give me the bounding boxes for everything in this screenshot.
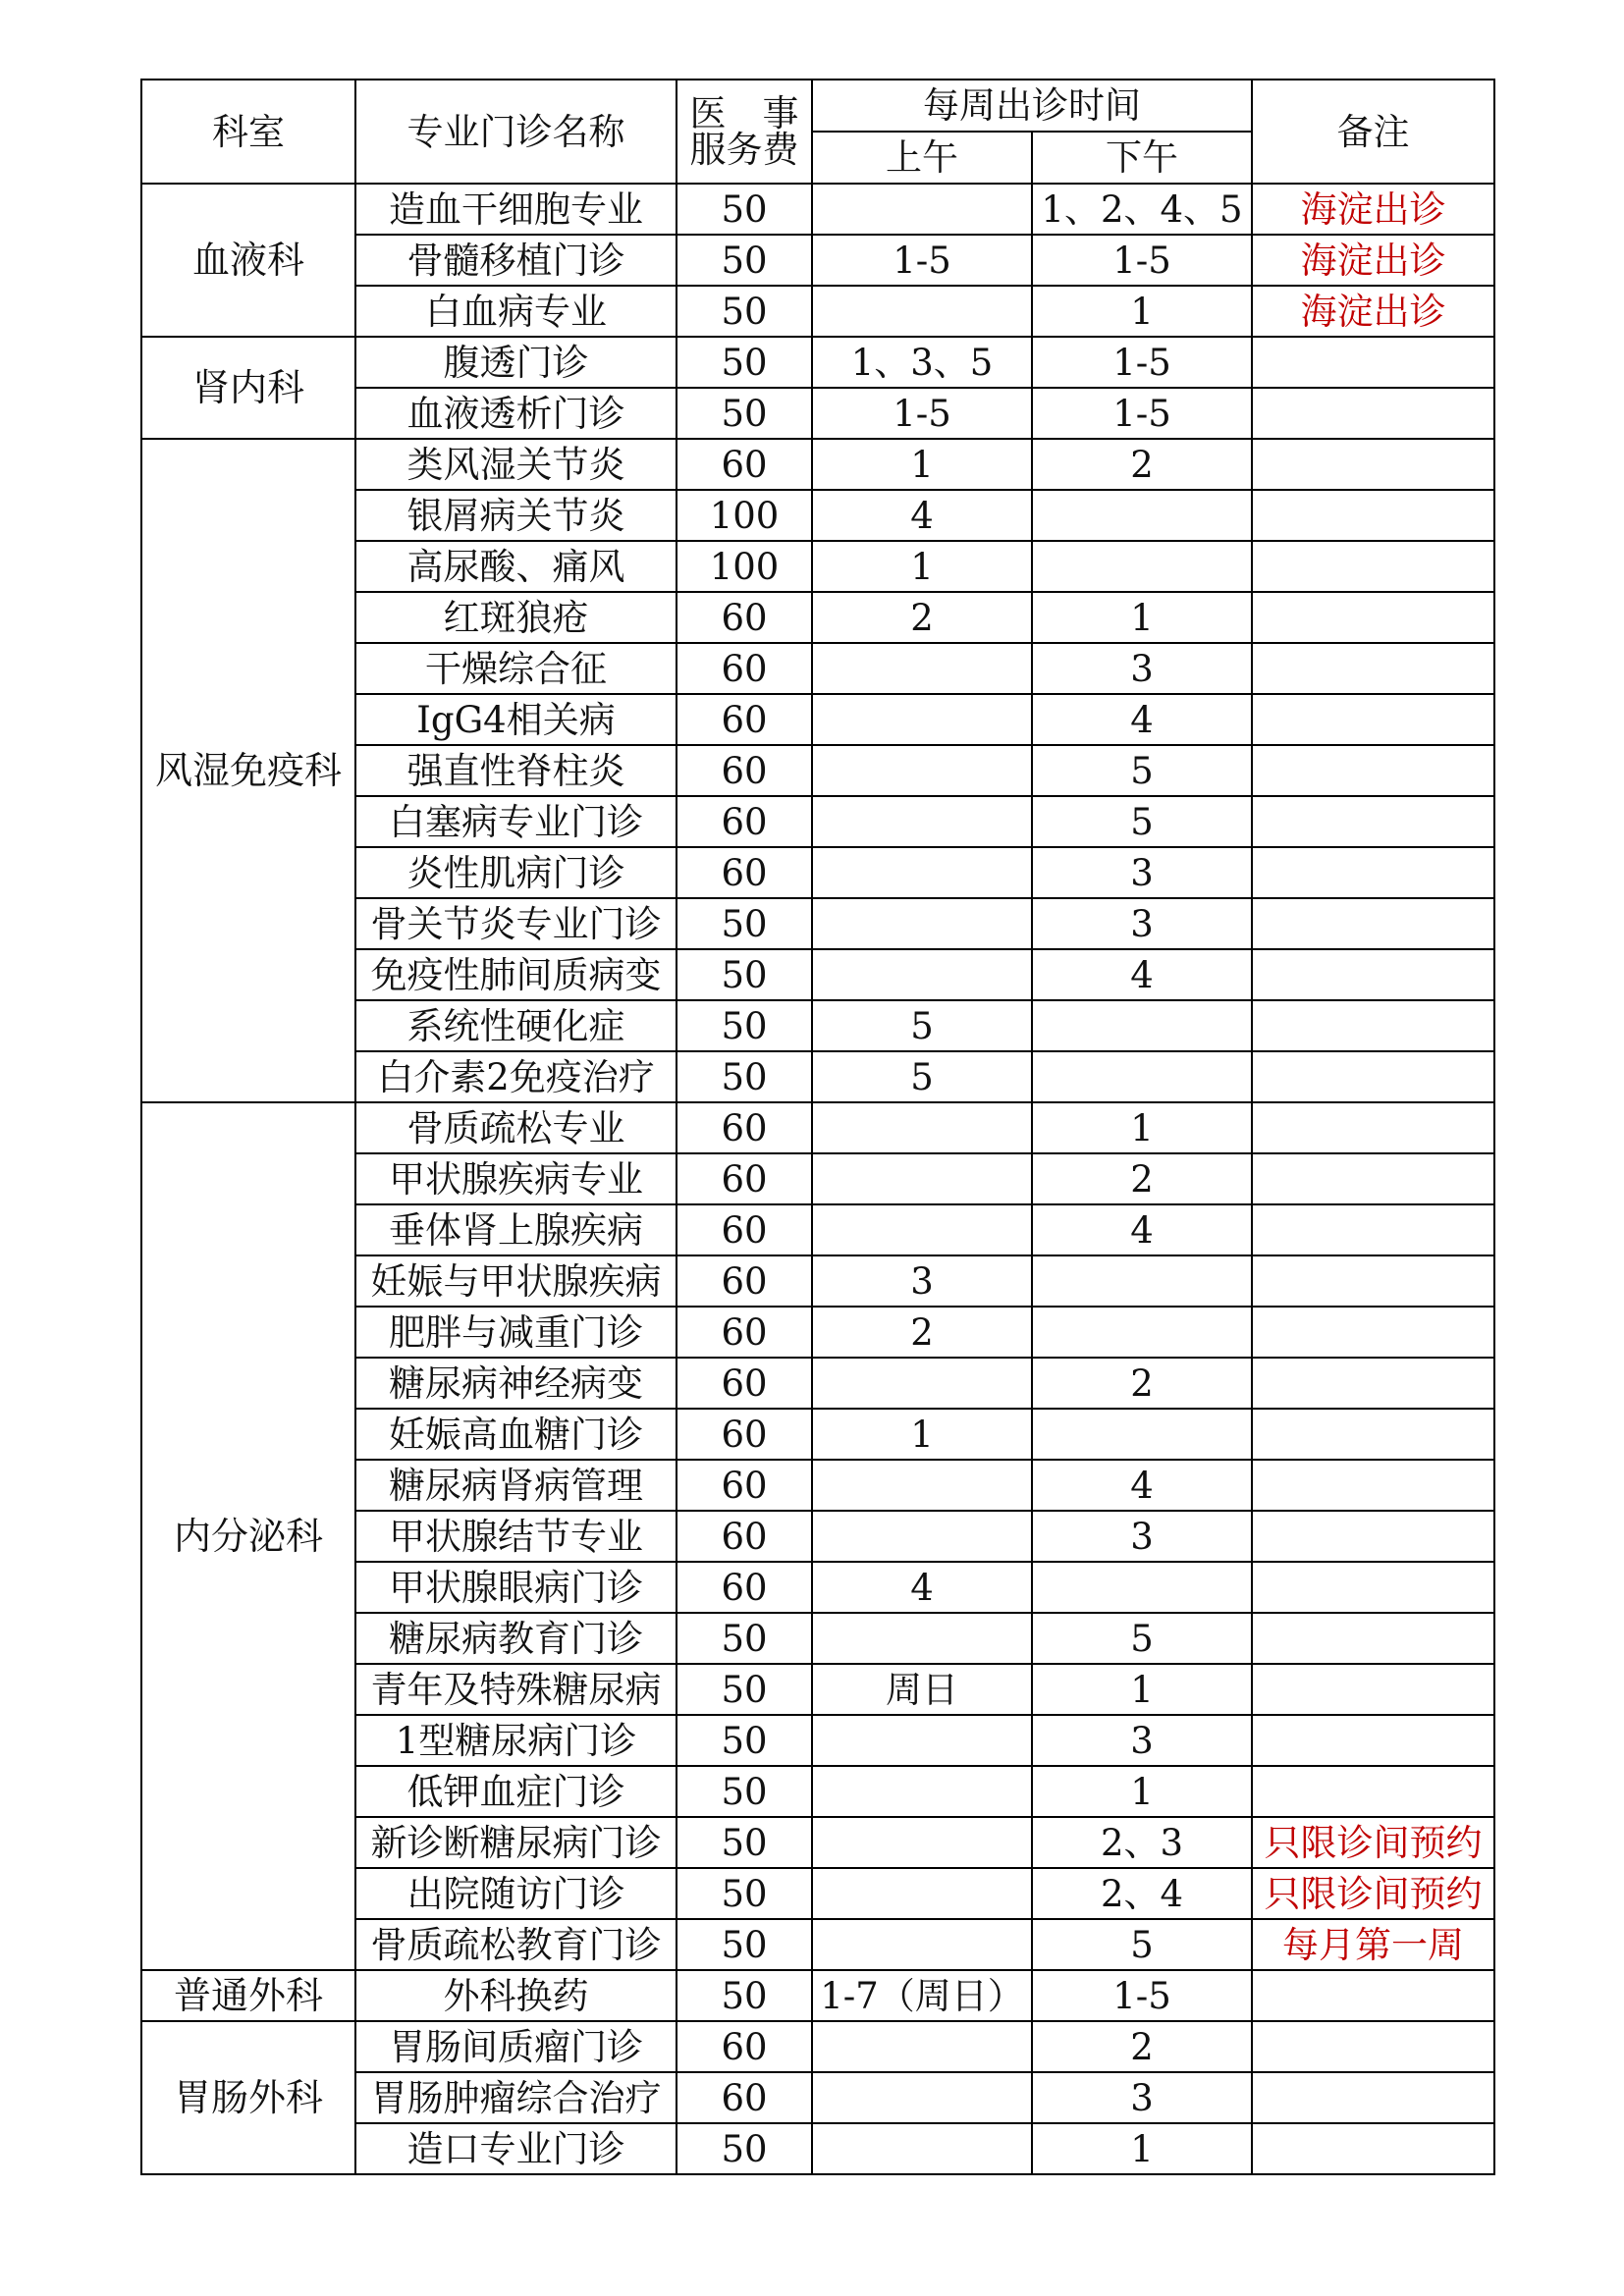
table-body bbox=[141, 184, 1494, 2174]
clinic-name-cell: 白塞病专业门诊 bbox=[355, 796, 677, 847]
am-schedule-cell: 4 bbox=[812, 490, 1032, 541]
pm-schedule-cell bbox=[1032, 1409, 1252, 1460]
service-fee-cell: 50 bbox=[677, 1766, 812, 1817]
service-fee-cell: 50 bbox=[677, 1817, 812, 1868]
service-fee-cell: 50 bbox=[677, 337, 812, 388]
header-service-fee-line1: 医 事 bbox=[689, 92, 799, 134]
remark-cell bbox=[1252, 1409, 1494, 1460]
outpatient-schedule-table bbox=[140, 79, 1495, 2175]
pm-schedule-cell: 5 bbox=[1032, 1919, 1252, 1970]
pm-schedule-cell bbox=[1032, 490, 1252, 541]
pm-schedule-cell: 2 bbox=[1032, 439, 1252, 490]
service-fee-cell: 60 bbox=[677, 1307, 812, 1358]
pm-schedule-cell: 3 bbox=[1032, 1511, 1252, 1562]
service-fee-cell: 100 bbox=[677, 490, 812, 541]
service-fee-cell: 60 bbox=[677, 1204, 812, 1255]
service-fee-cell: 50 bbox=[677, 1970, 812, 2021]
service-fee-cell: 60 bbox=[677, 1358, 812, 1409]
clinic-name-cell: 甲状腺疾病专业 bbox=[355, 1153, 677, 1204]
clinic-name-cell: 白介素2免疫治疗 bbox=[355, 1051, 677, 1102]
am-schedule-cell bbox=[812, 745, 1032, 796]
department-cell: 肾内科 bbox=[141, 337, 355, 439]
service-fee-cell: 60 bbox=[677, 694, 812, 745]
table-row bbox=[141, 1970, 1494, 2021]
table-row bbox=[141, 337, 1494, 388]
pm-schedule-cell bbox=[1032, 541, 1252, 592]
department-cell: 胃肠外科 bbox=[141, 2021, 355, 2174]
service-fee-cell: 60 bbox=[677, 2072, 812, 2123]
service-fee-cell: 50 bbox=[677, 388, 812, 439]
am-schedule-cell bbox=[812, 1715, 1032, 1766]
clinic-name-cell: 甲状腺结节专业 bbox=[355, 1511, 677, 1562]
service-fee-cell: 60 bbox=[677, 1562, 812, 1613]
department-cell: 血液科 bbox=[141, 184, 355, 337]
remark-cell bbox=[1252, 1511, 1494, 1562]
service-fee-cell: 100 bbox=[677, 541, 812, 592]
remark-cell bbox=[1252, 694, 1494, 745]
department-cell: 普通外科 bbox=[141, 1970, 355, 2021]
clinic-name-cell: 造血干细胞专业 bbox=[355, 184, 677, 235]
service-fee-cell: 60 bbox=[677, 1511, 812, 1562]
service-fee-cell: 50 bbox=[677, 1919, 812, 1970]
remark-cell bbox=[1252, 1000, 1494, 1051]
am-schedule-cell: 2 bbox=[812, 592, 1032, 643]
clinic-name-cell: 妊娠与甲状腺疾病 bbox=[355, 1255, 677, 1307]
header-service-fee bbox=[677, 80, 812, 184]
service-fee-cell: 50 bbox=[677, 949, 812, 1000]
pm-schedule-cell bbox=[1032, 1307, 1252, 1358]
pm-schedule-cell: 5 bbox=[1032, 745, 1252, 796]
pm-schedule-cell: 4 bbox=[1032, 694, 1252, 745]
clinic-name-cell: 骨髓移植门诊 bbox=[355, 235, 677, 286]
table-row bbox=[141, 2021, 1494, 2072]
service-fee-cell: 60 bbox=[677, 1255, 812, 1307]
pm-schedule-cell: 1-5 bbox=[1032, 388, 1252, 439]
clinic-name-cell: 妊娠高血糖门诊 bbox=[355, 1409, 677, 1460]
clinic-name-cell: 肥胖与减重门诊 bbox=[355, 1307, 677, 1358]
remark-cell bbox=[1252, 1766, 1494, 1817]
pm-schedule-cell: 1-5 bbox=[1032, 235, 1252, 286]
pm-schedule-cell: 3 bbox=[1032, 1715, 1252, 1766]
clinic-name-cell: 糖尿病神经病变 bbox=[355, 1358, 677, 1409]
pm-schedule-cell: 2 bbox=[1032, 2021, 1252, 2072]
remark-cell bbox=[1252, 1460, 1494, 1511]
clinic-name-cell: 腹透门诊 bbox=[355, 337, 677, 388]
remark-cell bbox=[1252, 337, 1494, 388]
am-schedule-cell bbox=[812, 643, 1032, 694]
service-fee-cell: 50 bbox=[677, 898, 812, 949]
clinic-name-cell: 高尿酸、痛风 bbox=[355, 541, 677, 592]
header-pm: 下午 bbox=[1032, 132, 1252, 184]
table-row bbox=[141, 439, 1494, 490]
am-schedule-cell bbox=[812, 2123, 1032, 2174]
pm-schedule-cell: 2、3 bbox=[1032, 1817, 1252, 1868]
remark-cell bbox=[1252, 643, 1494, 694]
service-fee-cell: 60 bbox=[677, 1102, 812, 1153]
table-row bbox=[141, 1102, 1494, 1153]
am-schedule-cell bbox=[812, 1204, 1032, 1255]
am-schedule-cell bbox=[812, 1919, 1032, 1970]
clinic-name-cell: 银屑病关节炎 bbox=[355, 490, 677, 541]
service-fee-cell: 60 bbox=[677, 847, 812, 898]
clinic-name-cell: 外科换药 bbox=[355, 1970, 677, 2021]
am-schedule-cell: 4 bbox=[812, 1562, 1032, 1613]
pm-schedule-cell: 3 bbox=[1032, 2072, 1252, 2123]
clinic-name-cell: 糖尿病教育门诊 bbox=[355, 1613, 677, 1664]
clinic-name-cell: IgG4相关病 bbox=[355, 694, 677, 745]
am-schedule-cell bbox=[812, 847, 1032, 898]
pm-schedule-cell: 1 bbox=[1032, 592, 1252, 643]
pm-schedule-cell: 5 bbox=[1032, 1613, 1252, 1664]
remark-cell bbox=[1252, 1664, 1494, 1715]
service-fee-cell: 60 bbox=[677, 1460, 812, 1511]
am-schedule-cell bbox=[812, 898, 1032, 949]
am-schedule-cell: 1-5 bbox=[812, 388, 1032, 439]
pm-schedule-cell: 1 bbox=[1032, 1766, 1252, 1817]
remark-cell bbox=[1252, 1715, 1494, 1766]
service-fee-cell: 60 bbox=[677, 745, 812, 796]
service-fee-cell: 50 bbox=[677, 2123, 812, 2174]
pm-schedule-cell bbox=[1032, 1255, 1252, 1307]
am-schedule-cell bbox=[812, 1511, 1032, 1562]
clinic-name-cell: 红斑狼疮 bbox=[355, 592, 677, 643]
am-schedule-cell: 2 bbox=[812, 1307, 1032, 1358]
am-schedule-cell bbox=[812, 1358, 1032, 1409]
pm-schedule-cell bbox=[1032, 1562, 1252, 1613]
am-schedule-cell: 1 bbox=[812, 1409, 1032, 1460]
remark-cell bbox=[1252, 1204, 1494, 1255]
pm-schedule-cell: 3 bbox=[1032, 643, 1252, 694]
am-schedule-cell bbox=[812, 2072, 1032, 2123]
remark-cell bbox=[1252, 745, 1494, 796]
pm-schedule-cell: 4 bbox=[1032, 1204, 1252, 1255]
clinic-name-cell: 青年及特殊糖尿病 bbox=[355, 1664, 677, 1715]
pm-schedule-cell: 1、2、4、5 bbox=[1032, 184, 1252, 235]
clinic-name-cell: 强直性脊柱炎 bbox=[355, 745, 677, 796]
remark-cell: 每月第一周 bbox=[1252, 1919, 1494, 1970]
pm-schedule-cell: 1-5 bbox=[1032, 337, 1252, 388]
remark-cell bbox=[1252, 847, 1494, 898]
clinic-name-cell: 出院随访门诊 bbox=[355, 1868, 677, 1919]
clinic-name-cell: 骨关节炎专业门诊 bbox=[355, 898, 677, 949]
remark-cell bbox=[1252, 2072, 1494, 2123]
clinic-name-cell: 造口专业门诊 bbox=[355, 2123, 677, 2174]
pm-schedule-cell: 2、4 bbox=[1032, 1868, 1252, 1919]
clinic-name-cell: 系统性硬化症 bbox=[355, 1000, 677, 1051]
service-fee-cell: 50 bbox=[677, 1613, 812, 1664]
service-fee-cell: 50 bbox=[677, 286, 812, 337]
am-schedule-cell bbox=[812, 949, 1032, 1000]
remark-cell bbox=[1252, 1358, 1494, 1409]
service-fee-cell: 50 bbox=[677, 1868, 812, 1919]
clinic-name-cell: 1型糖尿病门诊 bbox=[355, 1715, 677, 1766]
am-schedule-cell bbox=[812, 694, 1032, 745]
pm-schedule-cell: 3 bbox=[1032, 847, 1252, 898]
remark-cell bbox=[1252, 388, 1494, 439]
table-row bbox=[141, 184, 1494, 235]
am-schedule-cell: 1、3、5 bbox=[812, 337, 1032, 388]
am-schedule-cell: 3 bbox=[812, 1255, 1032, 1307]
service-fee-cell: 60 bbox=[677, 796, 812, 847]
am-schedule-cell bbox=[812, 1868, 1032, 1919]
clinic-name-cell: 类风湿关节炎 bbox=[355, 439, 677, 490]
header-am: 上午 bbox=[812, 132, 1032, 184]
clinic-name-cell: 胃肠间质瘤门诊 bbox=[355, 2021, 677, 2072]
header-weekly-time: 每周出诊时间 bbox=[812, 80, 1252, 132]
clinic-name-cell: 胃肠肿瘤综合治疗 bbox=[355, 2072, 677, 2123]
remark-cell bbox=[1252, 1307, 1494, 1358]
pm-schedule-cell bbox=[1032, 1051, 1252, 1102]
department-cell: 内分泌科 bbox=[141, 1102, 355, 1970]
header-service-fee-line2: 服务费 bbox=[689, 129, 799, 171]
service-fee-cell: 60 bbox=[677, 2021, 812, 2072]
remark-cell bbox=[1252, 2123, 1494, 2174]
remark-cell: 只限诊间预约 bbox=[1252, 1868, 1494, 1919]
remark-cell: 海淀出诊 bbox=[1252, 286, 1494, 337]
remark-cell bbox=[1252, 592, 1494, 643]
am-schedule-cell: 1 bbox=[812, 439, 1032, 490]
pm-schedule-cell: 4 bbox=[1032, 949, 1252, 1000]
pm-schedule-cell: 1 bbox=[1032, 286, 1252, 337]
header-remarks: 备注 bbox=[1252, 80, 1494, 184]
remark-cell bbox=[1252, 490, 1494, 541]
am-schedule-cell bbox=[812, 796, 1032, 847]
remark-cell bbox=[1252, 439, 1494, 490]
remark-cell bbox=[1252, 796, 1494, 847]
service-fee-cell: 60 bbox=[677, 1153, 812, 1204]
am-schedule-cell: 5 bbox=[812, 1000, 1032, 1051]
remark-cell bbox=[1252, 1153, 1494, 1204]
pm-schedule-cell: 5 bbox=[1032, 796, 1252, 847]
clinic-name-cell: 糖尿病肾病管理 bbox=[355, 1460, 677, 1511]
remark-cell bbox=[1252, 1970, 1494, 2021]
pm-schedule-cell: 1 bbox=[1032, 2123, 1252, 2174]
remark-cell: 海淀出诊 bbox=[1252, 184, 1494, 235]
remark-cell bbox=[1252, 1051, 1494, 1102]
clinic-name-cell: 骨质疏松专业 bbox=[355, 1102, 677, 1153]
service-fee-cell: 50 bbox=[677, 235, 812, 286]
pm-schedule-cell: 1 bbox=[1032, 1102, 1252, 1153]
remark-cell: 海淀出诊 bbox=[1252, 235, 1494, 286]
clinic-name-cell: 炎性肌病门诊 bbox=[355, 847, 677, 898]
am-schedule-cell bbox=[812, 184, 1032, 235]
clinic-name-cell: 骨质疏松教育门诊 bbox=[355, 1919, 677, 1970]
service-fee-cell: 60 bbox=[677, 592, 812, 643]
am-schedule-cell: 周日 bbox=[812, 1664, 1032, 1715]
clinic-name-cell: 垂体肾上腺疾病 bbox=[355, 1204, 677, 1255]
pm-schedule-cell: 1-5 bbox=[1032, 1970, 1252, 2021]
header-clinic-name: 专业门诊名称 bbox=[355, 80, 677, 184]
clinic-name-cell: 白血病专业 bbox=[355, 286, 677, 337]
pm-schedule-cell: 3 bbox=[1032, 898, 1252, 949]
am-schedule-cell bbox=[812, 1817, 1032, 1868]
remark-cell: 只限诊间预约 bbox=[1252, 1817, 1494, 1868]
remark-cell bbox=[1252, 541, 1494, 592]
pm-schedule-cell: 2 bbox=[1032, 1358, 1252, 1409]
service-fee-cell: 50 bbox=[677, 1000, 812, 1051]
am-schedule-cell bbox=[812, 2021, 1032, 2072]
clinic-name-cell: 血液透析门诊 bbox=[355, 388, 677, 439]
clinic-name-cell: 甲状腺眼病门诊 bbox=[355, 1562, 677, 1613]
clinic-name-cell: 免疫性肺间质病变 bbox=[355, 949, 677, 1000]
service-fee-cell: 60 bbox=[677, 1409, 812, 1460]
remark-cell bbox=[1252, 2021, 1494, 2072]
remark-cell bbox=[1252, 1562, 1494, 1613]
am-schedule-cell bbox=[812, 1766, 1032, 1817]
pm-schedule-cell: 4 bbox=[1032, 1460, 1252, 1511]
am-schedule-cell bbox=[812, 1153, 1032, 1204]
clinic-name-cell: 新诊断糖尿病门诊 bbox=[355, 1817, 677, 1868]
am-schedule-cell: 1-7（周日） bbox=[812, 1970, 1032, 2021]
am-schedule-cell bbox=[812, 1613, 1032, 1664]
department-cell: 风湿免疫科 bbox=[141, 439, 355, 1102]
remark-cell bbox=[1252, 898, 1494, 949]
service-fee-cell: 50 bbox=[677, 184, 812, 235]
am-schedule-cell: 5 bbox=[812, 1051, 1032, 1102]
am-schedule-cell: 1 bbox=[812, 541, 1032, 592]
am-schedule-cell bbox=[812, 1460, 1032, 1511]
am-schedule-cell: 1-5 bbox=[812, 235, 1032, 286]
clinic-name-cell: 低钾血症门诊 bbox=[355, 1766, 677, 1817]
clinic-name-cell: 干燥综合征 bbox=[355, 643, 677, 694]
service-fee-cell: 50 bbox=[677, 1715, 812, 1766]
am-schedule-cell bbox=[812, 286, 1032, 337]
header-department: 科室 bbox=[141, 80, 355, 184]
service-fee-cell: 50 bbox=[677, 1664, 812, 1715]
service-fee-cell: 60 bbox=[677, 439, 812, 490]
am-schedule-cell bbox=[812, 1102, 1032, 1153]
service-fee-cell: 50 bbox=[677, 1051, 812, 1102]
remark-cell bbox=[1252, 1613, 1494, 1664]
pm-schedule-cell: 1 bbox=[1032, 1664, 1252, 1715]
remark-cell bbox=[1252, 1102, 1494, 1153]
remark-cell bbox=[1252, 1255, 1494, 1307]
table-header bbox=[141, 80, 1494, 184]
pm-schedule-cell bbox=[1032, 1000, 1252, 1051]
pm-schedule-cell: 2 bbox=[1032, 1153, 1252, 1204]
service-fee-cell: 60 bbox=[677, 643, 812, 694]
remark-cell bbox=[1252, 949, 1494, 1000]
